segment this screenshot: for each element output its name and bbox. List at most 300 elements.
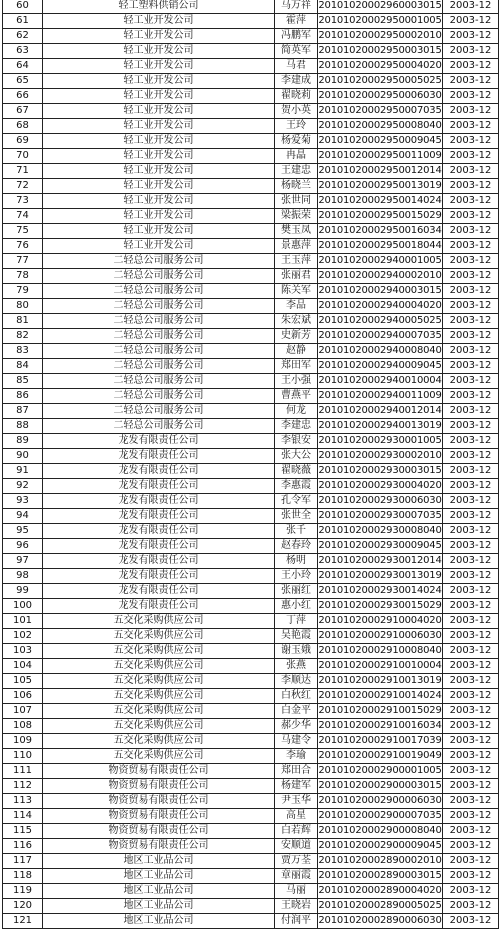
unit-name-cell: 轻工业开发公司	[43, 44, 275, 59]
date-cell: 2003-12	[443, 449, 499, 464]
account-number-cell: 20101020002950001005	[318, 14, 443, 29]
unit-name-cell: 二轻总公司服务公司	[43, 269, 275, 284]
account-number-cell: 20101020002940008040	[318, 344, 443, 359]
person-name-cell: 翟晓薇	[275, 464, 318, 479]
person-name-cell: 李银安	[275, 434, 318, 449]
table-row	[3, 764, 499, 779]
account-number-cell: 20101020002910019049	[318, 749, 443, 764]
person-name-cell: 李顺达	[275, 674, 318, 689]
unit-name-cell: 轻工业开发公司	[43, 14, 275, 29]
account-number-cell: 20101020002900001005	[318, 764, 443, 779]
account-number-cell: 20101020002910004020	[318, 614, 443, 629]
unit-name-cell: 龙发有限责任公司	[43, 599, 275, 614]
row-number-cell: 116	[3, 839, 43, 854]
person-name-cell: 李品	[275, 299, 318, 314]
date-cell: 2003-12	[443, 569, 499, 584]
account-number-cell: 20101020002950011009	[318, 149, 443, 164]
account-number-cell: 20101020002930002010	[318, 449, 443, 464]
date-cell: 2003-12	[443, 899, 499, 914]
date-cell: 2003-12	[443, 554, 499, 569]
date-cell: 2003-12	[443, 29, 499, 44]
account-number-cell: 20101020002930004020	[318, 479, 443, 494]
account-number-cell: 20101020002910017039	[318, 734, 443, 749]
unit-name-cell: 龙发有限责任公司	[43, 509, 275, 524]
table-row	[3, 119, 499, 134]
table-row	[3, 74, 499, 89]
person-name-cell: 张世同	[275, 194, 318, 209]
row-number-cell: 84	[3, 359, 43, 374]
table-row	[3, 239, 499, 254]
unit-name-cell: 二轻总公司服务公司	[43, 419, 275, 434]
table-row	[3, 539, 499, 554]
table-row	[3, 224, 499, 239]
table-row	[3, 839, 499, 854]
unit-name-cell: 轻工业开发公司	[43, 209, 275, 224]
table-row	[3, 374, 499, 389]
account-number-cell: 20101020002940012014	[318, 404, 443, 419]
unit-name-cell: 二轻总公司服务公司	[43, 314, 275, 329]
account-number-cell: 20101020002950012014	[318, 164, 443, 179]
unit-name-cell: 五交化采购供应公司	[43, 644, 275, 659]
person-name-cell: 樊玉凤	[275, 224, 318, 239]
account-number-cell: 20101020002900008040	[318, 824, 443, 839]
table-row	[3, 644, 499, 659]
row-number-cell: 63	[3, 44, 43, 59]
unit-name-cell: 二轻总公司服务公司	[43, 404, 275, 419]
table-row	[3, 674, 499, 689]
unit-name-cell: 物资贸易有限责任公司	[43, 779, 275, 794]
unit-name-cell: 轻工业开发公司	[43, 149, 275, 164]
person-name-cell: 霍萍	[275, 14, 318, 29]
account-number-cell: 20101020002930008040	[318, 524, 443, 539]
row-number-cell: 114	[3, 809, 43, 824]
person-name-cell: 翟晓莉	[275, 89, 318, 104]
table-row	[3, 479, 499, 494]
date-cell: 2003-12	[443, 749, 499, 764]
row-number-cell: 83	[3, 344, 43, 359]
person-name-cell: 简英军	[275, 44, 318, 59]
unit-name-cell: 轻工业开发公司	[43, 29, 275, 44]
table-row	[3, 359, 499, 374]
unit-name-cell: 二轻总公司服务公司	[43, 344, 275, 359]
table-row	[3, 569, 499, 584]
row-number-cell: 65	[3, 74, 43, 89]
row-number-cell: 120	[3, 899, 43, 914]
person-name-cell: 尹玉华	[275, 794, 318, 809]
row-number-cell: 89	[3, 434, 43, 449]
table-row	[3, 779, 499, 794]
account-number-cell: 20101020002930015029	[318, 599, 443, 614]
person-name-cell: 王小强	[275, 374, 318, 389]
person-name-cell: 郑田军	[275, 359, 318, 374]
row-number-cell: 73	[3, 194, 43, 209]
person-name-cell: 谢玉娥	[275, 644, 318, 659]
row-number-cell: 118	[3, 869, 43, 884]
date-cell: 2003-12	[443, 419, 499, 434]
account-number-cell: 20101020002950006030	[318, 89, 443, 104]
date-cell: 2003-12	[443, 404, 499, 419]
person-name-cell: 丁萍	[275, 614, 318, 629]
date-cell: 2003-12	[443, 794, 499, 809]
unit-name-cell: 地区工业品公司	[43, 899, 275, 914]
unit-name-cell: 龙发有限责任公司	[43, 539, 275, 554]
row-number-cell: 115	[3, 824, 43, 839]
table-row	[3, 869, 499, 884]
row-number-cell: 62	[3, 29, 43, 44]
unit-name-cell: 轻工塑料供销公司	[43, 0, 275, 14]
table-row	[3, 59, 499, 74]
date-cell: 2003-12	[443, 104, 499, 119]
table-row	[3, 914, 499, 929]
account-number-cell: 20101020002940001005	[318, 254, 443, 269]
person-name-cell: 李瑜	[275, 749, 318, 764]
date-cell: 2003-12	[443, 164, 499, 179]
row-number-cell: 78	[3, 269, 43, 284]
date-cell: 2003-12	[443, 464, 499, 479]
account-number-cell: 20101020002950018044	[318, 239, 443, 254]
date-cell: 2003-12	[443, 0, 499, 14]
date-cell: 2003-12	[443, 434, 499, 449]
account-number-cell: 20101020002890006030	[318, 914, 443, 929]
account-number-cell: 20101020002900003015	[318, 779, 443, 794]
date-cell: 2003-12	[443, 839, 499, 854]
person-name-cell: 杨爱菊	[275, 134, 318, 149]
date-cell: 2003-12	[443, 479, 499, 494]
row-number-cell: 93	[3, 494, 43, 509]
row-number-cell: 107	[3, 704, 43, 719]
person-name-cell: 王玉萍	[275, 254, 318, 269]
unit-name-cell: 地区工业品公司	[43, 884, 275, 899]
date-cell: 2003-12	[443, 14, 499, 29]
date-cell: 2003-12	[443, 644, 499, 659]
account-number-cell: 20101020002950004020	[318, 59, 443, 74]
unit-name-cell: 轻工业开发公司	[43, 59, 275, 74]
person-name-cell: 何龙	[275, 404, 318, 419]
table-row	[3, 254, 499, 269]
date-cell: 2003-12	[443, 74, 499, 89]
date-cell: 2003-12	[443, 374, 499, 389]
row-number-cell: 64	[3, 59, 43, 74]
table-row	[3, 179, 499, 194]
person-name-cell: 杨建军	[275, 779, 318, 794]
account-number-cell: 20101020002910013019	[318, 674, 443, 689]
row-number-cell: 104	[3, 659, 43, 674]
table-row	[3, 299, 499, 314]
person-name-cell: 王建忠	[275, 164, 318, 179]
row-number-cell: 109	[3, 734, 43, 749]
row-number-cell: 80	[3, 299, 43, 314]
person-name-cell: 马建令	[275, 734, 318, 749]
account-number-cell: 20101020002930007035	[318, 509, 443, 524]
person-name-cell: 王玲	[275, 119, 318, 134]
account-number-cell: 20101020002930013019	[318, 569, 443, 584]
date-cell: 2003-12	[443, 524, 499, 539]
table-row	[3, 329, 499, 344]
table-row	[3, 854, 499, 869]
unit-name-cell: 龙发有限责任公司	[43, 494, 275, 509]
row-number-cell: 100	[3, 599, 43, 614]
account-number-cell: 20101020002930006030	[318, 494, 443, 509]
account-number-cell: 20101020002950013019	[318, 179, 443, 194]
row-number-cell: 102	[3, 629, 43, 644]
person-name-cell: 贺小英	[275, 104, 318, 119]
unit-name-cell: 龙发有限责任公司	[43, 569, 275, 584]
date-cell: 2003-12	[443, 209, 499, 224]
unit-name-cell: 轻工业开发公司	[43, 194, 275, 209]
row-number-cell: 98	[3, 569, 43, 584]
table-row	[3, 29, 499, 44]
table-row	[3, 734, 499, 749]
row-number-cell: 113	[3, 794, 43, 809]
account-number-cell: 20101020002890004020	[318, 884, 443, 899]
table-row	[3, 419, 499, 434]
person-name-cell: 冉晶	[275, 149, 318, 164]
date-cell: 2003-12	[443, 239, 499, 254]
account-number-cell: 20101020002930001005	[318, 434, 443, 449]
unit-name-cell: 二轻总公司服务公司	[43, 284, 275, 299]
account-number-cell: 20101020002940013019	[318, 419, 443, 434]
date-cell: 2003-12	[443, 149, 499, 164]
row-number-cell: 82	[3, 329, 43, 344]
date-cell: 2003-12	[443, 269, 499, 284]
person-name-cell: 吴艳霞	[275, 629, 318, 644]
account-number-cell: 20101020002890003015	[318, 869, 443, 884]
row-number-cell: 97	[3, 554, 43, 569]
table-row	[3, 344, 499, 359]
person-name-cell: 章丽霞	[275, 869, 318, 884]
unit-name-cell: 龙发有限责任公司	[43, 464, 275, 479]
unit-name-cell: 物资贸易有限责任公司	[43, 764, 275, 779]
unit-name-cell: 五交化采购供应公司	[43, 674, 275, 689]
unit-name-cell: 二轻总公司服务公司	[43, 389, 275, 404]
account-number-cell: 20101020002950005025	[318, 74, 443, 89]
table-row	[3, 44, 499, 59]
unit-name-cell: 轻工业开发公司	[43, 104, 275, 119]
table-row	[3, 524, 499, 539]
person-name-cell: 梁振荣	[275, 209, 318, 224]
account-number-cell: 20101020002940011009	[318, 389, 443, 404]
person-name-cell: 张燕	[275, 659, 318, 674]
person-name-cell: 王小玲	[275, 569, 318, 584]
table-row	[3, 899, 499, 914]
account-number-cell: 20101020002930014024	[318, 584, 443, 599]
table-row	[3, 884, 499, 899]
account-number-cell: 20101020002900007035	[318, 809, 443, 824]
date-cell: 2003-12	[443, 329, 499, 344]
unit-name-cell: 五交化采购供应公司	[43, 719, 275, 734]
records-table	[2, 0, 499, 929]
table-row	[3, 314, 499, 329]
table-row	[3, 149, 499, 164]
table-row	[3, 464, 499, 479]
account-number-cell: 20101020002940004020	[318, 299, 443, 314]
row-number-cell: 99	[3, 584, 43, 599]
row-number-cell: 76	[3, 239, 43, 254]
account-number-cell: 20101020002950014024	[318, 194, 443, 209]
date-cell: 2003-12	[443, 854, 499, 869]
table-row	[3, 134, 499, 149]
unit-name-cell: 龙发有限责任公司	[43, 584, 275, 599]
date-cell: 2003-12	[443, 884, 499, 899]
account-number-cell: 20101020002930009045	[318, 539, 443, 554]
unit-name-cell: 物资贸易有限责任公司	[43, 824, 275, 839]
table-row	[3, 0, 499, 14]
account-number-cell: 20101020002910006030	[318, 629, 443, 644]
table-row	[3, 434, 499, 449]
unit-name-cell: 二轻总公司服务公司	[43, 299, 275, 314]
person-name-cell: 杨晓兰	[275, 179, 318, 194]
person-name-cell: 张世全	[275, 509, 318, 524]
person-name-cell: 付润平	[275, 914, 318, 929]
unit-name-cell: 轻工业开发公司	[43, 224, 275, 239]
account-number-cell: 20101020002940009045	[318, 359, 443, 374]
unit-name-cell: 地区工业品公司	[43, 854, 275, 869]
date-cell: 2003-12	[443, 659, 499, 674]
person-name-cell: 张大公	[275, 449, 318, 464]
row-number-cell: 61	[3, 14, 43, 29]
row-number-cell: 67	[3, 104, 43, 119]
account-number-cell: 20101020002910010004	[318, 659, 443, 674]
person-name-cell: 马丽	[275, 884, 318, 899]
date-cell: 2003-12	[443, 284, 499, 299]
unit-name-cell: 二轻总公司服务公司	[43, 329, 275, 344]
date-cell: 2003-12	[443, 179, 499, 194]
unit-name-cell: 轻工业开发公司	[43, 239, 275, 254]
person-name-cell: 白若辉	[275, 824, 318, 839]
person-name-cell: 朱宏斌	[275, 314, 318, 329]
person-name-cell: 张千	[275, 524, 318, 539]
person-name-cell: 景惠萍	[275, 239, 318, 254]
table-row	[3, 389, 499, 404]
row-number-cell: 117	[3, 854, 43, 869]
date-cell: 2003-12	[443, 89, 499, 104]
row-number-cell: 106	[3, 689, 43, 704]
person-name-cell: 惠小红	[275, 599, 318, 614]
person-name-cell: 白秋红	[275, 689, 318, 704]
date-cell: 2003-12	[443, 689, 499, 704]
date-cell: 2003-12	[443, 44, 499, 59]
row-number-cell: 103	[3, 644, 43, 659]
table-row	[3, 209, 499, 224]
date-cell: 2003-12	[443, 779, 499, 794]
table-row	[3, 614, 499, 629]
row-number-cell: 75	[3, 224, 43, 239]
unit-name-cell: 轻工业开发公司	[43, 179, 275, 194]
row-number-cell: 71	[3, 164, 43, 179]
table-row	[3, 164, 499, 179]
table-row	[3, 194, 499, 209]
person-name-cell: 张丽红	[275, 584, 318, 599]
unit-name-cell: 地区工业品公司	[43, 914, 275, 929]
person-name-cell: 王晓岩	[275, 899, 318, 914]
person-name-cell: 冯鹏军	[275, 29, 318, 44]
table-row	[3, 794, 499, 809]
person-name-cell: 郑田合	[275, 764, 318, 779]
date-cell: 2003-12	[443, 674, 499, 689]
table-row	[3, 584, 499, 599]
date-cell: 2003-12	[443, 719, 499, 734]
person-name-cell: 马万祥	[275, 0, 318, 14]
row-number-cell: 108	[3, 719, 43, 734]
table-row	[3, 404, 499, 419]
date-cell: 2003-12	[443, 539, 499, 554]
table-row	[3, 14, 499, 29]
date-cell: 2003-12	[443, 704, 499, 719]
person-name-cell: 孔令军	[275, 494, 318, 509]
account-number-cell: 20101020002890002010	[318, 854, 443, 869]
table-row	[3, 749, 499, 764]
table-row	[3, 824, 499, 839]
row-number-cell: 66	[3, 89, 43, 104]
account-number-cell: 20101020002950003015	[318, 44, 443, 59]
unit-name-cell: 轻工业开发公司	[43, 134, 275, 149]
account-number-cell: 20101020002950015029	[318, 209, 443, 224]
account-number-cell: 20101020002950008040	[318, 119, 443, 134]
row-number-cell: 69	[3, 134, 43, 149]
person-name-cell: 贾万荃	[275, 854, 318, 869]
account-number-cell: 20101020002950007035	[318, 104, 443, 119]
date-cell: 2003-12	[443, 509, 499, 524]
unit-name-cell: 物资贸易有限责任公司	[43, 794, 275, 809]
table-row	[3, 704, 499, 719]
unit-name-cell: 五交化采购供应公司	[43, 734, 275, 749]
account-number-cell: 20101020002910015029	[318, 704, 443, 719]
person-name-cell: 张丽君	[275, 269, 318, 284]
unit-name-cell: 龙发有限责任公司	[43, 524, 275, 539]
date-cell: 2003-12	[443, 824, 499, 839]
table-row	[3, 509, 499, 524]
date-cell: 2003-12	[443, 914, 499, 929]
account-number-cell: 20101020002910008040	[318, 644, 443, 659]
person-name-cell: 马君	[275, 59, 318, 74]
date-cell: 2003-12	[443, 224, 499, 239]
person-name-cell: 赵静	[275, 344, 318, 359]
account-number-cell: 20101020002890005025	[318, 899, 443, 914]
table-row	[3, 599, 499, 614]
account-number-cell: 20101020002930012014	[318, 554, 443, 569]
unit-name-cell: 龙发有限责任公司	[43, 434, 275, 449]
person-name-cell: 白金平	[275, 704, 318, 719]
row-number-cell: 77	[3, 254, 43, 269]
date-cell: 2003-12	[443, 254, 499, 269]
account-number-cell: 20101020002950016034	[318, 224, 443, 239]
date-cell: 2003-12	[443, 869, 499, 884]
account-number-cell: 20101020002950009045	[318, 134, 443, 149]
unit-name-cell: 五交化采购供应公司	[43, 704, 275, 719]
account-number-cell: 20101020002910014024	[318, 689, 443, 704]
table-row	[3, 659, 499, 674]
row-number-cell: 119	[3, 884, 43, 899]
row-number-cell: 72	[3, 179, 43, 194]
row-number-cell: 85	[3, 374, 43, 389]
unit-name-cell: 五交化采购供应公司	[43, 749, 275, 764]
date-cell: 2003-12	[443, 599, 499, 614]
person-name-cell: 李建忠	[275, 419, 318, 434]
table-row	[3, 554, 499, 569]
person-name-cell: 赵春玲	[275, 539, 318, 554]
unit-name-cell: 物资贸易有限责任公司	[43, 839, 275, 854]
account-number-cell: 20101020002910016034	[318, 719, 443, 734]
unit-name-cell: 轻工业开发公司	[43, 164, 275, 179]
date-cell: 2003-12	[443, 119, 499, 134]
row-number-cell: 91	[3, 464, 43, 479]
person-name-cell: 杨明	[275, 554, 318, 569]
date-cell: 2003-12	[443, 59, 499, 74]
row-number-cell: 121	[3, 914, 43, 929]
row-number-cell: 70	[3, 149, 43, 164]
row-number-cell: 105	[3, 674, 43, 689]
table-row	[3, 494, 499, 509]
